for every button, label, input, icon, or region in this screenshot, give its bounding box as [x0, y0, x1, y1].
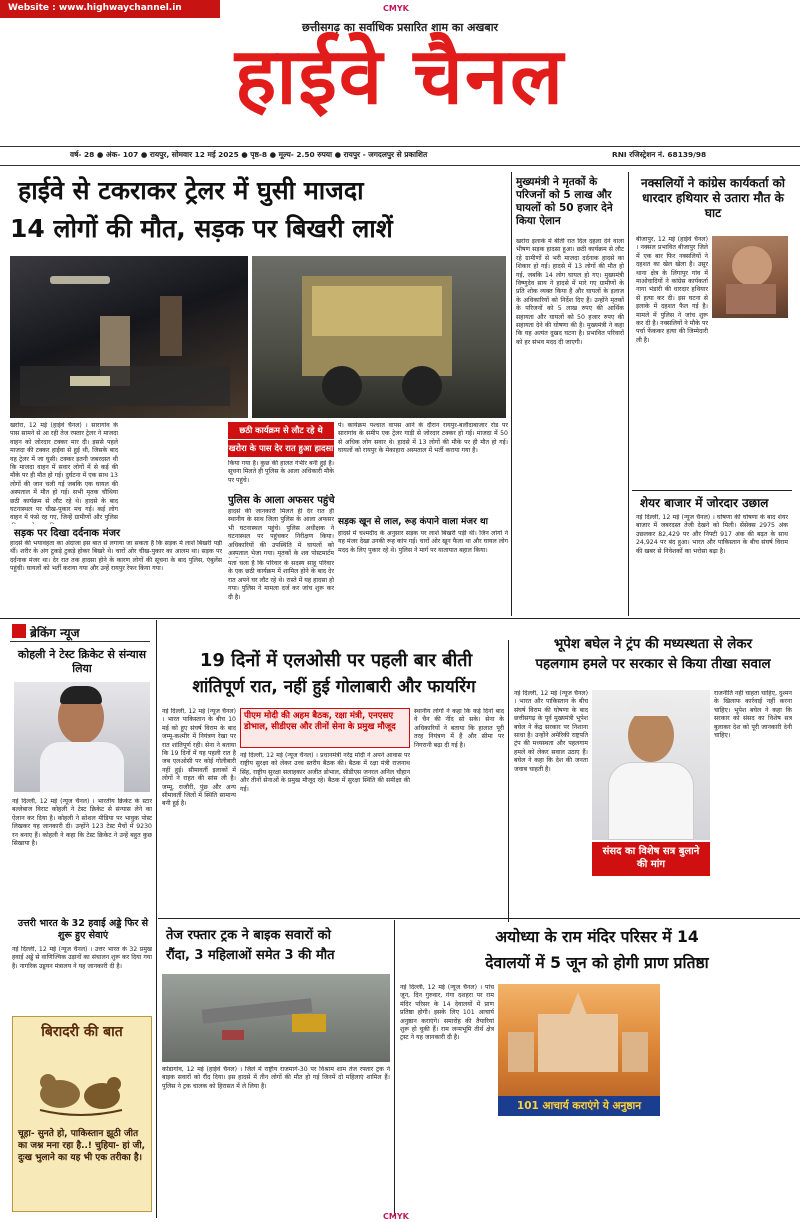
masthead-tagline: छत्तीसगढ़ का सर्वाधिक प्रसारित शाम का अखबार — [301, 21, 499, 34]
accident-photo-left — [10, 256, 248, 418]
cm-headline: मुख्यमंत्री ने मृतकों के परिजनों को 5 लाख और घायलों को 50 हजार देने किया ऐलान — [516, 176, 613, 227]
naxal-body-b — [712, 322, 788, 486]
lead-body-4: हादसे की जानकारी मिलते ही देर रात ही स्थानीय के साथ जिला पुलिस के आला अफसर भी घटनास्थल पहुंचे। पुलिस अधीक्षक ने घटनास्थल पर पहुंचकर निरीक्षण किया। अधिकारियों की उपस्थिति में घायलों को अस्पताल भेजा गया। मृतकों के शव पोस्टमार्टम — [228, 508, 334, 558]
truck-headline-2: रौंदा, 3 महिलाओं समेत 3 की मौत — [166, 948, 335, 963]
cartoon-text: चूहा- सुनते हो, पाकिस्तान झूठी जीत का जश्न मना रहा है..! चुहिया- हां जी, दुःख भुलाने का यह भी एक तरीका है। — [18, 1129, 146, 1163]
cartoon-title: बिरादरी की बात — [41, 1024, 123, 1040]
accident-photo-right — [252, 256, 506, 418]
lead-headline-2: 14 लोगों की मौत, सड़क पर बिखरी लाशें — [10, 214, 393, 243]
breaking-mark — [12, 624, 26, 638]
lead-headline-1: हाईवे से टकराकर ट्रेलर में घुसी माजदा — [18, 176, 364, 205]
lead-red-badge-2: खरोरा के पास देर रात हुआ हादसा — [228, 440, 334, 457]
loc-headline-2: शांतिपूर्ण रात, नहीं हुई गोलाबारी और फायरिंग — [192, 677, 476, 697]
lead-body-3: किया गया है। कुछ की हालत गंभीर बनी हुई है। सूचना मिलते ही पुलिस के आला अधिकारी मौके पर पहुंचे। — [228, 460, 334, 484]
pm-meeting-title: पीएम मोदी की अहम बैठक, रक्षा मंत्री, एनएसए डोभाल, सीडीएस और तीनों सेना के प्रमुख मौजूद — [244, 711, 396, 732]
cartoon-drawing — [30, 1044, 130, 1124]
rni-number: RNI रजिस्ट्रेशन नं. 68139/98 — [612, 150, 707, 159]
truck-body: कोंडागांव, 12 मई (हाईवे चैनल) । जिले में राष्ट्रीय राजमार्ग-30 पर विश्राम शाम तेज रफ्तार ट्रक ने बाइक सवारों को रौंद दिया। इस हादसे में तीन लोगों की मौत हो गई जिनमें दो महिलाएं शामिल हैं। पुलिस ने ट्रक चालक को हिरासत में ले लिया है। — [162, 1066, 390, 1090]
lead-body-6: पे। कार्यक्रम पश्चात वापस आने के दौरान रायपुर-बलौदाबाजार रोड पर सारागांव के समीप एक ट्रेलर गाड़ी से जोरदार टक्कर हो गई। माजदा में 50 से अधिक लोग सवार थे। हादसे में 13 लोगों की मौके पर ही मौत हो गई। घायलों को रायपुर के मेकाहारा अस्पताल में भर्ती कराया गया है। — [338, 422, 508, 455]
cmyk-mark-bottom: CMYK — [383, 1212, 409, 1221]
ram-caption: 101 आचार्य कराएंगे ये अनुष्ठान — [516, 1100, 642, 1112]
lead-divider-v — [511, 172, 512, 616]
lead-red-badge-1: छठी कार्यक्रम से लौट रहे थे — [228, 422, 334, 439]
loc-body-3: स्थानीय लोगों ने कहा कि कई दिनों बाद वे चैन की नींद सो सके। सेना के अधिकारियों ने बताया कि हालात पूरी तरह नियंत्रण में हैं और सीमा पर निगरानी बढ़ा दी गई है। — [414, 708, 504, 749]
cartoon-mice-icon — [30, 1044, 130, 1124]
loc-body-2: नई दिल्ली, 12 मई (न्यूज चैनल) । प्रधानमंत्री नरेंद्र मोदी ने अपने आवास पर राष्ट्रीय सुरक्षा को लेकर उच्च स्तरीय बैठक की। बैठक में रक्षा मंत्री राजनाथ सिंह, राष्ट्रीय सुरक्षा सलाहकार अजीत डोभाल, सीडीएस जनरल अनिल चौहान और तीनों सेनाओं के प्रमुख मौजूद रहे। बैठक में सुरक्षा स्थिति की समीक्षा की गई। — [240, 752, 410, 793]
section-rule-1 — [0, 618, 800, 619]
ram-headline-2: देवालयों में 5 जून को होगी प्राण प्रतिष्ठा — [485, 954, 709, 972]
kohli-photo — [14, 682, 150, 792]
left-col-divider — [156, 620, 157, 1218]
bhupesh-caption: संसद का विशेष सत्र बुलाने की मांग — [602, 846, 700, 870]
mid-divider-v — [628, 172, 629, 616]
cm-body: खरोरा इलाके में बीती रात दिल दहला देने वाला भीषण सड़क हादसा हुआ। छठी कार्यक्रम से लौट रहे ग्रामीणों से भरी माजदा दर्दनाक हादसे का शिकार हो गई। हादसे में 13 लोगों की मौत हो गई, जबकि 14 लोग घायल हो गए। मुख्यमंत्री विष्णुदेव साय ने हादसे में मारे गए ग्रामीणों के प्रति शोक व्यक्त किया है और घायलों के इलाज के अधिकारियों को निर्देश दिए हैं। उन्होंने मृतकों के परिजनों को 5 लाख रुपए की आर्थिक सहायता और घायलों को 50 हजार रुपए की सहायता देने की घोषणा की है। मुख्यमंत्री ने कहा कि यह अत्यंत दुखद घटना है। प्रभावित परिवारों को हर संभव मदद दी जाएगी। — [516, 238, 624, 346]
naxal-body: बीजापुर, 12 मई (हाईवे चैनल) । नक्सल प्रभावित बीजापुर जिले में एक बार फिर नक्सलियों ने दहशत का खेल खेला है। उसूर थाना क्षेत्र के लिंगापुर गांव में माओवादियों ने कांग्रेस कार्यकर्ता नागा भंडारी की धारदार हथियार से हत्या कर दी। इस घटना से इलाके में दहशत फैल गई है। मामले में पुलिस ने जांच शुरू कर दी है। नक्सलियों ने मौके पर पर्चा फेंककर हत्या की जिम्मेदारी ली है। — [636, 236, 708, 344]
bhupesh-body-1: नई दिल्ली, 12 मई (न्यूज चैनल) । भारत और पाकिस्तान के बीच संघर्ष विराम की घोषणा के बाद छत्तीसगढ़ के पूर्व मुख्यमंत्री भूपेश बघेल ने केंद्र सरकार पर निशाना साधा है। उन्होंने अमेरिकी राष्ट्रपति ट्रंप की मध्यस्थता और पहलगाम हमले को लेकर सवाल उठाए हैं। बघेल ने कहा कि देश की जनता जवाब चाहती है। — [514, 690, 588, 773]
lead-body-1: खरोरा, 12 मई (हाईवे चैनल) । सारागांव के पास सामने से आ रही तेज रफ्तार ट्रेलर ने माजदा वाहन को जोरदार टक्कर मार दी। इससे पहले माजदा की टक्कर हाईवा से हुई थी, जिसके बाद वह ट्रेलर में जा घुसी। टक्कर इतनी जबरदस्त थी कि माजदा वाहन में सवार लोगों में से कई की मौके पर ही मौत हो गई। दुर्घटना में एक साथ 13 लोगों की जान चली गई जबकि एक घायल की अस्पताल में मौत हो गई। सभी मृतक चौथिया छठी कार्यक्रम से लौट रहे थे। हादसे के बाद घटनास्थल पर चीख-पुकार मच गई। कई लोग वाहन में फंसे रह गए, जिन्हें ग्रामीणों और पुलिस — [10, 422, 118, 522]
cmyk-mark-top: CMYK — [383, 4, 409, 13]
ram-body-b — [664, 984, 792, 1116]
right-divider-h — [632, 490, 792, 491]
truck-divider — [394, 920, 395, 1216]
sensex-body: नई दिल्ली, 12 मई (न्यूज चैनल) । घोषणा की घोषणा के बाद शेयर बाजार में जबरदस्त तेजी देखने को मिली। सेंसेक्स 2975 अंक उछलकर 82,429 पर और निफ्टी 917 अंक की बढ़त के साथ 24,924 पर बंद हुआ। भारत और पाकिस्तान के बीच संघर्ष विराम की खबर से निवेशकों का भरोसा बढ़ा है। — [636, 514, 788, 555]
breaking-label: ब्रेकिंग न्यूज — [30, 626, 80, 640]
lead-body-2: हादसे की भयावहता का अंदाजा इस बात से लगाया जा सकता है कि सड़क में लाशें बिखरी पड़ी थीं। शरीर के अंग टुकड़े टुकड़े होकर बिखरे थे। चारों ओर चीख-पुकार का आलम था। सड़क पर दर्दनाक मंजर था। देर रात तक हादसा होने के कारण लोगों की सूचना के बाद पुलिस, एंबुलेंस पहुंची। घायलों को भर्ती कराया गया और उन्हें रायपुर रेफर किया गया। — [10, 540, 222, 573]
lead-subhead-1: सड़क पर दिखा दर्दनाक मंजर — [14, 528, 121, 539]
victim-photo — [712, 236, 788, 318]
ram-temple-photo — [498, 984, 660, 1096]
airports-body: नई दिल्ली, 12 मई (न्यूज चैनल) । उत्तर भारत के 32 प्रमुख हवाई अड्डे से वाणिज्यिक उड़ानों का संचालन शुरू कर दिया गया है। नागरिक उड्डयन मंत्रालय ने यह जानकारी दी है। — [12, 946, 152, 970]
lead-body-7: हादसे में चश्मदीद के अनुसार सड़क पर लाशें बिखरी पड़ी थीं। जिन लोगों ने यह मंजर देखा उनकी रूह कांप गई। चारों ओर खून फैला था और घायल लोग मदद के लिए पुकार रहे थे। पुलिस ने मार्ग पर यातायात बहाल किया। — [338, 530, 508, 554]
lead-body-1b — [122, 422, 222, 524]
bhupesh-body-2: राजनीति नहीं चाहता चाहिए, दुश्मन के खिलाफ कार्रवाई नहीं करना चाहिए। भूपेश बघेल ने कहा कि सरकार को संसद का विशेष सत्र बुलाकर देश को पूरी जानकारी देनी चाहिए। — [714, 690, 792, 740]
lead-subhead-3: सड़क खून से लाल, रूह कंपाने वाला मंजर था — [338, 517, 488, 527]
loc-body-1: नई दिल्ली, 12 मई (न्यूज चैनल) । भारत पाकिस्तान के बीच 10 मई को हुए संघर्ष विराम के बाद जम्मू-कश्मीर में नियंत्रण रेखा पर रात शांतिपूर्ण रही। सेना ने बताया कि 19 दिनों में यह पहली रात है जब एलओसी पर कोई गोलीबारी नहीं हुई। सीमावर्ती इलाकों में लोगों ने राहत की सांस ली है। जम्मू, राजौरी, पुंछ और अन्य सीमावर्ती जिलों में स्थिति सामान्य बनी हुई है। — [162, 708, 236, 808]
airports-subhead: उत्तरी भारत के 32 हवाई अड्डे फिर से शुरू हुए सेवाएं — [17, 918, 149, 941]
sensex-subhead: शेयर बाजार में जोरदार उछाल — [640, 496, 769, 510]
center-divider — [508, 640, 509, 922]
truck-photo — [162, 974, 390, 1062]
truck-headline-1: तेज रफ्तार ट्रक ने बाइक सवारों को — [166, 928, 331, 943]
masthead-title: हाईवे चैनल — [234, 32, 566, 122]
website-text[interactable]: Website : www.highwaychannel.in — [8, 3, 182, 13]
kohli-body: नई दिल्ली, 12 मई (न्यूज चैनल) । भारतीय क्रिकेट के स्टार बल्लेबाज विराट कोहली ने टेस्ट क्रिकेट से संन्यास लेने का ऐलान कर दिया है। कोहली ने सोशल मीडिया पर भावुक पोस्ट लिखकर यह जानकारी दी। उन्होंने 123 टेस्ट मैचों में 9230 रन बनाए हैं। कोहली ने कहा कि टेस्ट क्रिकेट ने उन्हें बहुत कुछ सिखाया है। — [12, 798, 152, 848]
naxal-headline: नक्सलियों ने कांग्रेस कार्यकर्ता को धारदार हथियार से उतारा मौत के घाट — [641, 176, 785, 220]
section-rule-2 — [158, 918, 800, 919]
ram-body-c — [400, 1120, 792, 1214]
ram-body: नई दिल्ली, 12 मई (न्यूज चैनल) । पांच जून, दिन गुरुवार, गंगा दशहरा पर राम मंदिर परिसर के 14 देवालयों में प्राण प्रतिष्ठा होगी। इसके लिए 101 आचार्य अनुष्ठान कराएंगे। समारोह की तैयारियां शुरू हो चुकी हैं। राम जन्मभूमि तीर्थ क्षेत्र ट्रस्ट ने यह जानकारी दी है। — [400, 984, 494, 1042]
kohli-headline: कोहली ने टेस्ट क्रिकेट से संन्यास लिया — [17, 648, 147, 675]
bhupesh-headline-2: पहलगाम हमले पर सरकार से किया तीखा सवाल — [535, 657, 771, 672]
loc-headline-1: 19 दिनों में एलओसी पर पहली बार बीती — [199, 650, 473, 671]
lead-subhead-2: पुलिस के आला अफसर पहुंचे — [228, 495, 335, 506]
lead-body-5: पता चला है कि परिवार के सदस्य साहू परिवार के एक छठी कार्यक्रम में शामिल होने के बाद देर रात अपने घर लौट रहे थे। रास्ते में यह हादसा हो गया। पुलिस ने मामला दर्ज कर जांच शुरू कर दी है। — [228, 560, 334, 601]
bhupesh-headline-1: भूपेश बघेल ने ट्रंप की मध्यस्थता से लेकर — [553, 637, 753, 652]
info-line: वर्ष- 28 ● अंक- 107 ● रायपुर, सोमवार 12 मई 2025 ● पृष्ठ-8 ● मूल्य- 2.50 रुपया ● रायपुर - जगदलपुर से प्रकाशित — [70, 150, 428, 159]
bhupesh-photo — [592, 690, 710, 840]
ram-headline-1: अयोध्या के राम मंदिर परिसर में 14 — [495, 928, 699, 946]
